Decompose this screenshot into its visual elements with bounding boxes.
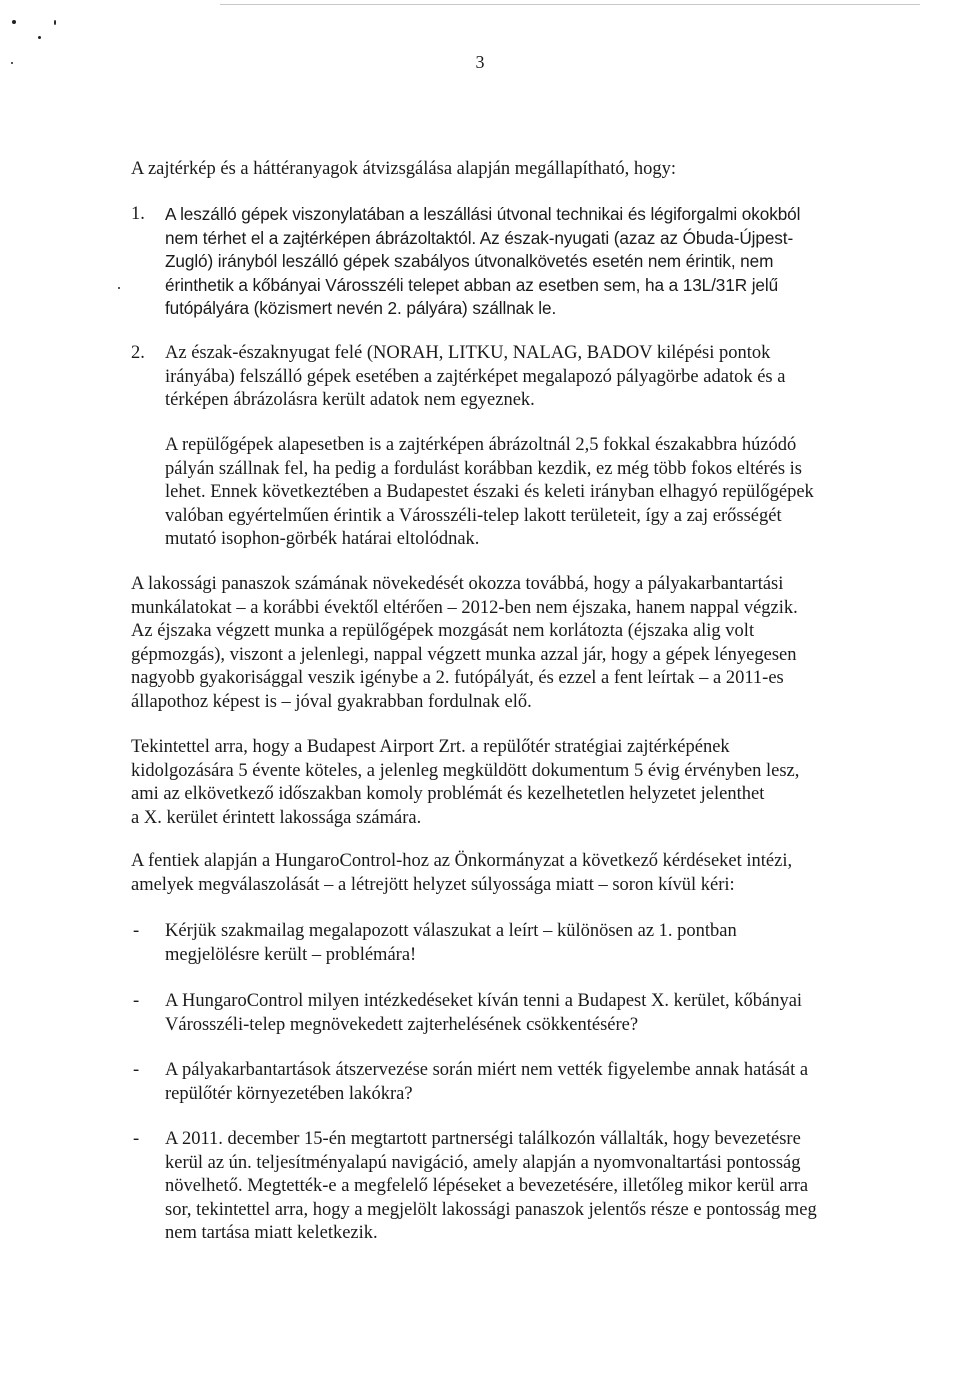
finding-number: 2. [131, 343, 145, 363]
text-line: állapothoz képest is – jóval gyakrabban fordulnak elő. [131, 691, 532, 712]
intro-sentence: A zajtérkép és a háttéranyagok átvizsgálása alapján megállapítható, hogy: [131, 159, 677, 179]
text-line: lehet. Ennek következtében a Budapestet északi és keleti irányban elhagyó repülőgépek [165, 482, 814, 503]
text-line: érinthetik a kőbányai Városszéli telepet abban az esetben sem, ha a 13L/31R jelű [165, 274, 779, 295]
finding-text [165, 342, 881, 413]
question-4 [131, 1128, 881, 1246]
text-line: nagyobb gyakorisággal veszik igénybe a 2. futópályát, és ezzel a fent leírtak – a 2011-es [131, 668, 784, 689]
text-line: mutató isophon-görbék határai eltolódnak. [165, 529, 480, 550]
text-line: Az észak-északnyugat felé (NORAH, LITKU, NALAG, BADOV kilépési pontok [165, 343, 771, 363]
question-text [165, 1059, 881, 1106]
bullet-dash: - [133, 1129, 140, 1149]
text-line: munkálatokat – a korábbi évektől eltérően – 2012-ben nem éjszaka, hanem nappal végzik. [131, 597, 798, 618]
bullet-dash: - [133, 921, 140, 941]
text-line: térképen ábrázolásra került adatok nem egyeznek. [165, 390, 535, 411]
text-line: A repülőgépek alapesetben is a zajtérképen ábrázoltnál 2,5 fokkal északabbra húzódó [165, 435, 797, 455]
text-line: Az éjszaka végzett munka a repülőgépek mozgását nem korlátozta (éjszaka alig volt [131, 621, 755, 642]
text-line: ami az elkövetkező időszakban komoly problémát és kezelhetetlen helyzetet jelenthet [131, 784, 765, 805]
text-line: A pályakarbantartások átszervezése során miért nem vették figyelembe annak hatását a [165, 1060, 809, 1080]
scan-edge-line [220, 4, 920, 5]
text-line: A HungaroControl milyen intézkedéseket kíván tenni a Budapest X. kerület, kőbányai [165, 991, 803, 1011]
text-line: A leszálló gépek viszonylatában a leszállási útvonal technikai és légiforgalmi okokból [165, 204, 801, 224]
text-line: Zugló) irányból leszálló gépek szabályos útvonalkövetés esetén nem érintik, nem [165, 251, 774, 272]
text-line: kidolgozására 5 évente köteles, a jelenleg megküldött dokumentum 5 évig érvényben lesz, [131, 760, 800, 781]
text-line: megjelölésre került – problémára! [165, 944, 417, 965]
text-line: valóban egyértelműen érintik a Városszéli-telep lakott területeit, így a zaj erősségét [165, 505, 782, 526]
text-line: amelyek megválaszolását – a létrejött helyzet súlyossága miatt – soron kívül kéri: [131, 874, 735, 895]
text-line: A fentiek alapján a HungaroControl-hoz az Önkormányzat a következő kérdéseket intézi, [131, 851, 793, 871]
text-line: a X. kerület érintett lakossága számára. [131, 807, 422, 828]
finding-1 [131, 203, 881, 321]
question-text [165, 1128, 881, 1246]
text-line: A 2011. december 15-én megtartott partnerségi találkozón vállalták, hogy bevezetésre [165, 1129, 801, 1149]
text-line: repülőtér környezetében lakókra? [165, 1083, 413, 1104]
bullet-dash: - [133, 991, 140, 1011]
bullet-dash: - [133, 1060, 140, 1080]
question-1 [131, 920, 881, 967]
scan-speck [54, 20, 56, 25]
scan-speck [12, 20, 16, 24]
question-2 [131, 990, 881, 1037]
question-3 [131, 1059, 881, 1106]
text-line: Tekintettel arra, hogy a Budapest Airport Zrt. a repülőtér stratégiai zajtérképének [131, 737, 730, 757]
scan-speck [38, 36, 41, 39]
text-line: nem térhet el a zajtérképen ábrázoltaktól. Az észak-nyugati (azaz az Óbuda-Újpest- [165, 227, 794, 248]
question-text [165, 920, 881, 967]
text-line: pályán szállnak fel, ha pedig a fordulást korábban kezdik, ez még több fokos eltérés is [165, 458, 803, 479]
text-line: Kérjük szakmailag megalapozott válaszukat a leírt – különösen az 1. pontban [165, 921, 737, 941]
airport-paragraph [131, 736, 881, 830]
text-line: irányába) felszálló gépek esetében a zajtérképet megalapozó pályagörbe adatok és a [165, 366, 786, 387]
questions-intro-paragraph [131, 850, 881, 897]
page-number: 3 [475, 52, 485, 72]
finding-text [165, 203, 881, 321]
text-line: nem tartása miatt keletkezik. [165, 1223, 378, 1244]
complaints-paragraph [131, 573, 881, 715]
text-line: kerül az ún. teljesítményalapú navigáció, amely alapján a nyomvonaltartási pontosság [165, 1152, 801, 1173]
scan-speck [118, 287, 120, 289]
question-text [165, 990, 881, 1037]
text-line: növelhető. Megtették-e a megfelelő lépéseket a bevezetésére, illetőleg mikor kerül arra [165, 1176, 809, 1197]
text-line: sor, tekintettel arra, hogy a megjelölt lakossági panaszok jelentős része e pontosság meg [165, 1199, 817, 1220]
finding-number: 1. [131, 204, 145, 224]
text-line: Városszéli-telep megnövekedett zajterhelésének csökkentésére? [165, 1014, 639, 1035]
text-line: futópályára (közismert nevén 2. pályára) szállnak le. [165, 298, 557, 319]
finding-2 [131, 342, 881, 413]
text-line: gépmozgás), viszont a jelenlegi, nappal végzett munka azzal jár, hogy a gépek lényegesen [131, 644, 797, 665]
finding-2-explanation [165, 434, 881, 552]
text-line: A lakossági panaszok számának növekedését okozza továbbá, hogy a pályakarbantartási [131, 574, 784, 594]
